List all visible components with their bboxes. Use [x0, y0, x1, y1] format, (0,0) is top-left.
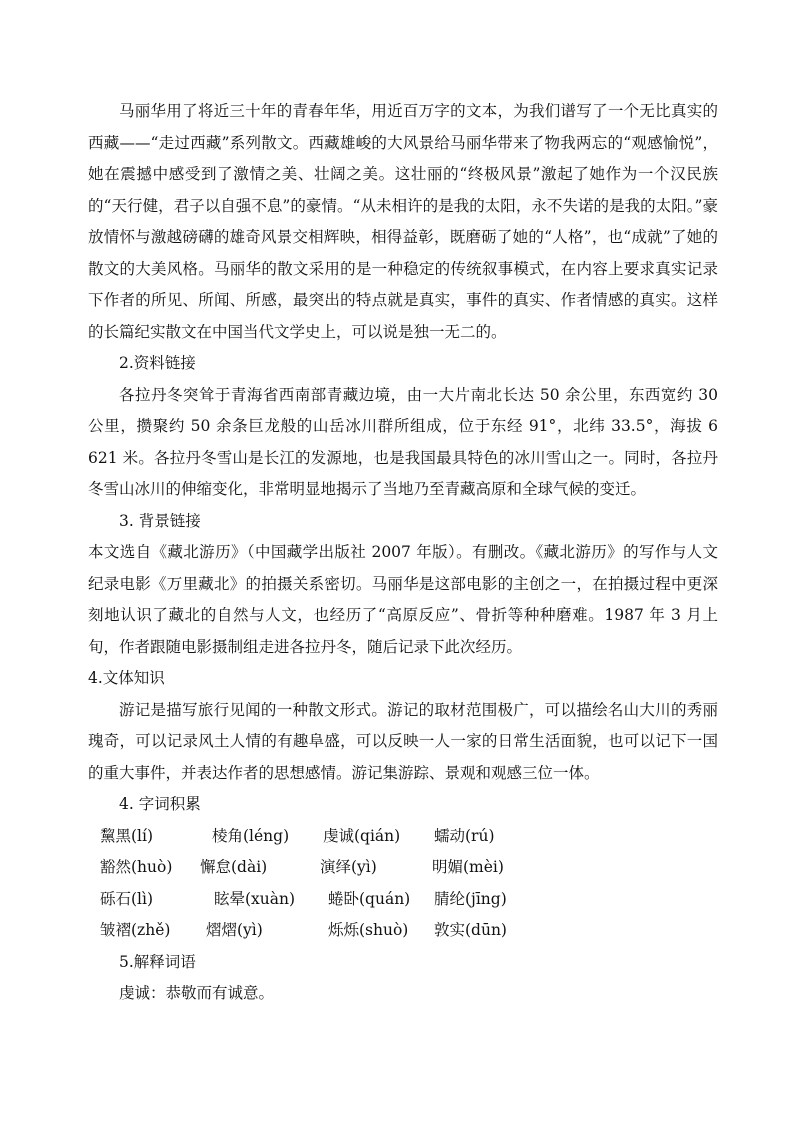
vocabulary-item: 砾石(lì) [100, 889, 154, 908]
vocabulary-item: 皱褶(zhě) [100, 921, 171, 939]
vocabulary-item: 懈怠(dài) [200, 858, 268, 876]
vocabulary-row [88, 821, 718, 853]
vocabulary-item: 虔诚(qián) [323, 826, 401, 845]
vocabulary-row [88, 884, 718, 916]
vocabulary-row [88, 852, 718, 884]
vocabulary-item: 棱角(léng) [212, 826, 290, 845]
vocabulary-item: 敦实(dūn) [434, 921, 507, 939]
vocabulary-item: 豁然(huò) [100, 858, 173, 876]
vocabulary-item: 蜷卧(quán) [328, 889, 411, 908]
vocabulary-table [88, 821, 718, 947]
genre-paragraph: 游记是描写旅行见闻的一种散文形式。游记的取材范围极广，可以描绘名山大川的秀丽瑰奇，可以记录风土人情的有趣阜盛，可以反映一人一家的日常生活面貌，也可以记下一国的重大事件，并表达作者的思想感情。游记集游踪、景观和观感三位一体。 [88, 700, 718, 782]
vocabulary-item: 黧黑(lí) [100, 826, 154, 845]
vocabulary-item: 演绎(yì) [320, 858, 377, 876]
section-heading-background: 3. 背景链接 [119, 511, 201, 530]
vocabulary-row [88, 915, 718, 947]
vocabulary-item: 蠕动(rú) [434, 826, 495, 845]
definition-line: 虔诚：恭敬而有诚意。 [119, 984, 275, 1002]
section-heading-genre: 4.文体知识 [88, 669, 165, 687]
vocabulary-item: 眩晕(xuàn) [214, 889, 296, 908]
vocabulary-item: 烁烁(shuò) [328, 921, 409, 939]
section-heading-resources: 2.资料链接 [119, 354, 196, 372]
section-heading-vocabulary: 4. 字词积累 [119, 795, 201, 813]
background-paragraph: 本文选自《藏北游历》（中国藏学出版社 2007 年版）。有删改。《藏北游历》的写作与人文纪录电影《万里藏北》的拍摄关系密切。马丽华是这部电影的主创之一，在拍摄过程中更深刻地认识了藏北的自然与人文，也经历了“高原反应”、骨折等种种磨难。1987 年 3 月上旬，作者跟随电影摄制组走进各拉丹冬，随后记录下此次经历。 [88, 543, 718, 656]
section-heading-definitions: 5.解释词语 [119, 952, 196, 971]
vocabulary-item: 腈纶(jīng) [434, 889, 507, 908]
document-body [88, 96, 718, 1010]
resources-paragraph: 各拉丹冬突耸于青海省西南部青藏边境，由一大片南北长达 50 余公里，东西宽约 30 公里，攒聚约 50 余条巨龙般的山岳冰川群所组成，位于东经 91°，北纬 33.5°，海拔 6 621 米。各拉丹冬雪山是长江的发源地，也是我国最具特色的冰川雪山之一。同时，各拉丹冬雪山冰川的伸缩变化，非常明显地揭示了当地乃至青藏高原和全球气候的变迁。 [88, 385, 718, 498]
vocabulary-item: 熠熠(yì) [206, 921, 263, 939]
intro-paragraph: 马丽华用了将近三十年的青春年华，用近百万字的文本，为我们谱写了一个无比真实的西藏——“走过西藏”系列散文。西藏雄峻的大风景给马丽华带来了物我两忘的“观感愉悦”，她在震撼中感受到了激情之美、壮阔之美。这壮丽的“终极风景”激起了她作为一个汉民族的“天行健，君子以自强不息”的豪情。“从未相许的是我的太阳，永不失诺的是我的太阳。”豪放情怀与激越磅礴的雄奇风景交相辉映，相得益彰，既磨砺了她的“人格”，也“成就”了她的散文的大美风格。马丽华的散文采用的是一种稳定的传统叙事模式，在内容上要求真实记录下作者的所见、所闻、所感，最突出的特点就是真实，事件的真实、作者情感的真实。这样的长篇纪实散文在中国当代文学史上，可以说是独一无二的。 [88, 102, 718, 341]
vocabulary-item: 明媚(mèi) [432, 858, 504, 876]
